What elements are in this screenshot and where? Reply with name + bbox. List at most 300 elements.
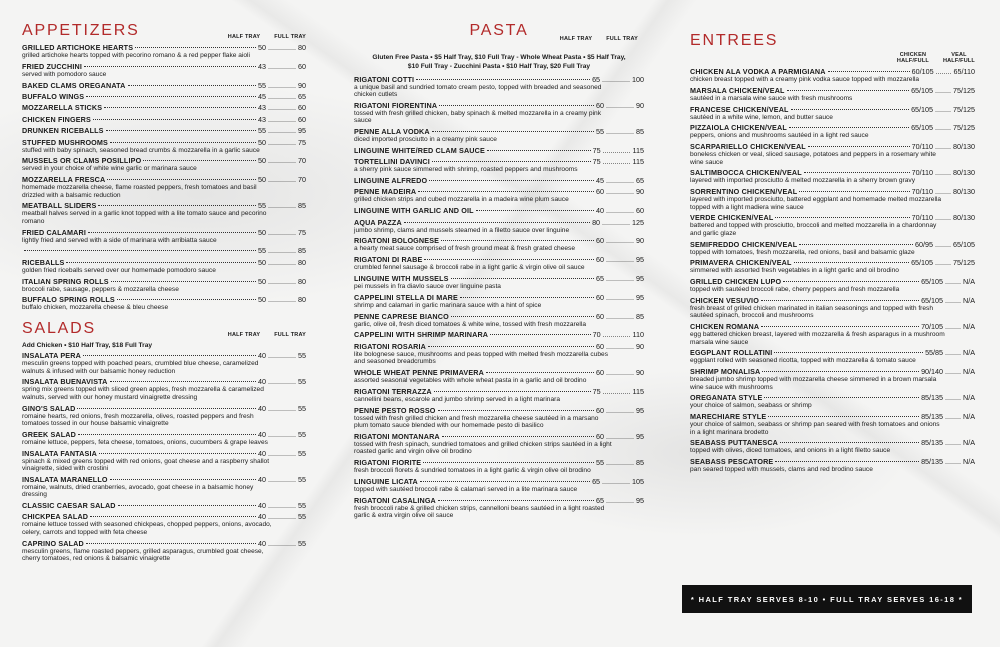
menu-item-price: 60 .............. 90 xyxy=(596,367,644,377)
menu-item xyxy=(22,247,306,255)
leader-dots xyxy=(83,355,256,356)
leader-dots xyxy=(804,172,910,173)
leader-dots xyxy=(775,461,919,462)
menu-item-price: 50 .............. 75 xyxy=(258,227,306,237)
menu-item-row xyxy=(22,296,306,304)
menu-item xyxy=(354,237,644,252)
menu-item-name: MEATBALL SLIDERS xyxy=(22,201,97,211)
menu-item-name: MOZZARELLA FRESCA xyxy=(22,175,106,185)
serving-size-footer: * HALF TRAY SERVES 8-10 • FULL TRAY SERVES 16-18 * xyxy=(682,585,972,613)
menu-item-price: 43 .............. 60 xyxy=(258,114,306,124)
menu-item-name: GRILLED ARTICHOKE HEARTS xyxy=(22,43,134,52)
menu-item-row xyxy=(354,207,644,215)
menu-item-name: SEABASS PESCATORE xyxy=(690,457,774,467)
menu-item-price: 55 .............. 85 xyxy=(596,457,644,467)
menu-item-description: egg battered chicken breast, layered with mozzarella & fresh asparagus in a mushroom marsala wine sauce xyxy=(690,331,945,346)
leader-dots xyxy=(808,146,910,147)
leader-dots xyxy=(135,47,256,48)
menu-item-name: MARSALA CHICKEN/VEAL xyxy=(690,85,785,95)
leader-dots xyxy=(86,96,256,97)
menu-item-row xyxy=(690,143,975,151)
pasta-note-line-2: $10 Full Tray - Zucchini Pasta • $10 Half Tray, $20 Full Tray xyxy=(407,62,591,70)
leader-dots xyxy=(761,300,919,301)
menu-item-description: tossed with fresh grilled chicken, baby spinach & melted mozzarella in a creamy pink sauce xyxy=(354,109,602,125)
pasta-list xyxy=(354,76,644,520)
veal-header xyxy=(943,52,975,64)
leader-dots xyxy=(118,505,256,506)
menu-item-row xyxy=(354,294,644,302)
menu-item-name: BUFFALO SPRING ROLLS xyxy=(22,295,115,305)
menu-item-price: 55/85 ........ N/A xyxy=(925,348,975,358)
menu-item-name: FRIED ZUCCHINI xyxy=(22,61,82,71)
menu-item xyxy=(690,188,975,211)
salads-add-chicken-note: Add Chicken • $10 Half Tray, $18 Full Tray xyxy=(22,341,153,349)
menu-item-row xyxy=(22,502,306,510)
menu-item-row xyxy=(354,433,644,441)
menu-item xyxy=(354,433,644,456)
menu-item-row xyxy=(690,87,975,95)
leader-dots xyxy=(451,316,594,317)
menu-item-row xyxy=(22,176,306,184)
leader-dots xyxy=(487,150,591,151)
salads-title: SALADS xyxy=(22,319,96,337)
menu-item xyxy=(22,502,306,510)
menu-item-name: CAPPELINI STELLA DI MARE xyxy=(354,292,458,302)
menu-item-price: 60/95 ........ 65/105 xyxy=(915,239,975,249)
menu-item xyxy=(690,87,975,102)
menu-item xyxy=(354,219,644,234)
menu-item xyxy=(690,143,975,166)
menu-item-row xyxy=(22,63,306,71)
leader-dots xyxy=(404,222,590,223)
menu-item-name: LINGUINE WITH MUSSELS xyxy=(354,273,449,283)
full-tray-header: FULL TRAY xyxy=(274,331,306,338)
menu-item-name: GREEK SALAD xyxy=(22,429,76,439)
menu-item-row xyxy=(22,229,306,237)
leader-dots xyxy=(828,71,910,72)
menu-item-description: served with pomodoro sauce xyxy=(22,70,107,78)
menu-item-name: INSALATA PERA xyxy=(22,351,81,361)
menu-item xyxy=(22,229,306,244)
menu-item xyxy=(22,202,306,225)
menu-item-row xyxy=(690,241,975,249)
menu-item-row xyxy=(354,497,644,505)
leader-dots xyxy=(794,262,910,263)
right-column xyxy=(690,0,975,647)
menu-item xyxy=(22,139,306,154)
leader-dots xyxy=(418,191,594,192)
menu-item-price: 55 .............. 90 xyxy=(258,80,306,90)
menu-item-name: EGGPLANT ROLLATINI xyxy=(690,348,773,358)
menu-item-row xyxy=(354,76,644,84)
menu-item-price: 40 .............. 55 xyxy=(258,474,306,484)
menu-item-description: romaine hearts, red onions, fresh mozzarella, olives, roasted peppers and fresh tomatoes tossed in our house balsamic vinaigrette xyxy=(22,412,254,427)
menu-item-price: 43 .............. 60 xyxy=(258,61,306,71)
leader-dots xyxy=(460,297,594,298)
menu-item-price: 50 .............. 80 xyxy=(258,43,306,52)
menu-item-description: mesculin greens, flame roasted peppers, grilled asparagus, crumbled goat cheese, cherry tomatoes, red onions & balsamic vinaigrette xyxy=(22,547,264,562)
menu-item-description: your choice of salmon, seabass or shrimp xyxy=(690,402,812,410)
menu-item xyxy=(354,331,644,339)
menu-item-row xyxy=(22,278,306,286)
leader-dots xyxy=(98,205,256,206)
menu-item-price: 55 .............. 85 xyxy=(258,201,306,211)
menu-item-name: CLASSIC CAESAR SALAD xyxy=(22,500,116,510)
menu-item-name: PRIMAVERA CHICKEN/VEAL xyxy=(690,258,792,268)
menu-item-price: 60 .............. 90 xyxy=(596,100,644,110)
menu-item-name: ITALIAN SPRING ROLLS xyxy=(22,276,109,286)
menu-item-name: OREGANATA STYLE xyxy=(690,393,763,403)
menu-item-row xyxy=(690,278,975,286)
salads-col-headers xyxy=(228,332,306,338)
menu-item-row xyxy=(22,405,306,413)
leader-dots xyxy=(128,85,257,86)
menu-item-description: pan seared topped with mussels, clams and red brodino sauce xyxy=(690,466,873,474)
leader-dots xyxy=(799,191,909,192)
menu-item-row xyxy=(22,116,306,124)
full-tray-header: FULL TRAY xyxy=(274,34,306,40)
leader-dots xyxy=(764,397,919,398)
menu-item-price: 50 .............. 80 xyxy=(258,257,306,267)
menu-item-row xyxy=(22,476,306,484)
menu-item-row xyxy=(22,431,306,439)
menu-item-description: topped with sautéed broccoli rabe, cherry peppers and fresh mozzarella xyxy=(690,286,900,294)
menu-item-row xyxy=(690,323,975,331)
menu-item xyxy=(354,294,644,309)
menu-item-description: topped with olives, diced tomatoes, and onions in a light filetto sauce xyxy=(690,447,891,455)
leader-dots xyxy=(442,436,594,437)
entrees-title: ENTREES xyxy=(690,32,779,49)
menu-item-description: fresh broccoli rabe & grilled chicken strips, cannelloni beans sautéed in a light roasted garlic & extra virgin olive oil sauce xyxy=(354,504,605,519)
leader-dots xyxy=(93,119,256,120)
menu-item-row xyxy=(354,331,644,339)
menu-item-row xyxy=(22,378,306,386)
menu-item-row xyxy=(22,513,306,521)
left-column xyxy=(22,0,306,647)
leader-dots xyxy=(768,416,919,417)
menu-item-name: GINO'S SALAD xyxy=(22,403,76,413)
menu-item-name: RIGATONI CASALINGA xyxy=(354,495,436,505)
menu-item-row xyxy=(690,349,975,357)
menu-item-price: 85/135 ........ N/A xyxy=(921,438,975,448)
menu-item-row xyxy=(22,139,306,147)
menu-item xyxy=(354,478,644,493)
menu-item xyxy=(354,188,644,203)
menu-item xyxy=(690,68,975,83)
menu-item-price: 90/140 ........ N/A xyxy=(921,367,975,377)
menu-item-row xyxy=(354,237,644,245)
menu-item-name: INSALATA BUENAVISTA xyxy=(22,377,108,387)
menu-item-description: sautéed in a white wine, lemon, and butter sauce xyxy=(690,113,833,121)
menu-item-description: homemade mozzarella cheese, flame roasted peppers, fresh tomatoes and basil drizzled with a balsamic reduction xyxy=(22,184,257,199)
menu-item-description: golden fried riceballs served over our homemade pomodoro sauce xyxy=(22,266,216,274)
salads-list xyxy=(22,352,306,562)
menu-item-row xyxy=(354,369,644,377)
menu-item-name: PIZZAIOLA CHICKEN/VEAL xyxy=(690,123,787,133)
menu-item xyxy=(690,439,975,454)
leader-dots xyxy=(107,179,256,180)
menu-item-price: 40 .............. 60 xyxy=(596,206,644,216)
menu-item-description: assorted seasonal vegetables with whole wheat pasta in a garlic and oil brodino xyxy=(354,376,587,384)
menu-item-name: BUFFALO WINGS xyxy=(22,91,85,101)
menu-item-price: 50 .............. 75 xyxy=(258,137,306,147)
menu-item xyxy=(354,147,644,155)
menu-item-price: 80 .............. 125 xyxy=(592,217,644,227)
menu-item-name: SEMIFREDDO CHICKEN/VEAL xyxy=(690,239,798,249)
menu-item-price: 40 .............. 55 xyxy=(258,403,306,413)
menu-item-description: spinach & mixed greens topped with red onions, goat cheese and a raspberry shallot vinaigrette, sided with crostini xyxy=(22,457,270,472)
menu-item-description: garlic, olive oil, fresh diced tomatoes & white wine, tossed with fresh mozzarella xyxy=(354,320,586,328)
menu-item-description: fresh broccoli florets & sundried tomatoes in a light garlic & virgin olive oil brodino xyxy=(354,466,591,474)
leader-dots xyxy=(117,299,256,300)
leader-dots xyxy=(451,278,594,279)
leader-dots xyxy=(476,210,594,211)
menu-item-price: 40 .............. 55 xyxy=(258,512,306,522)
menu-item xyxy=(354,158,644,173)
menu-item-name: MUSSELS OR CLAMS POSILLIPO xyxy=(22,156,142,166)
menu-item-name: DRUNKEN RICEBALLS xyxy=(22,126,104,136)
menu-item-price: 60/105 ........ 65/110 xyxy=(911,67,975,76)
leader-dots xyxy=(432,131,594,132)
pasta-options-note xyxy=(354,54,644,72)
menu-item-name: MARECHIARE STYLE xyxy=(690,412,767,422)
menu-item-price: 60 .............. 85 xyxy=(596,311,644,321)
menu-item-name: SORRENTINO CHICKEN/VEAL xyxy=(690,187,798,197)
menu-item-name: MOZZARELLA STICKS xyxy=(22,103,103,113)
leader-dots xyxy=(106,130,256,131)
menu-item-name: CAPRINO SALAD xyxy=(22,538,84,548)
menu-item-name: PENNE CAPRESE BIANCO xyxy=(354,311,449,321)
chicken-header xyxy=(897,52,929,64)
menu-item xyxy=(690,413,975,436)
menu-item-row xyxy=(354,158,644,166)
menu-item-name: CHICKEN VESUVIO xyxy=(690,295,759,305)
menu-item-row xyxy=(354,313,644,321)
menu-item-row xyxy=(690,394,975,402)
menu-item-price: 75 .............. 115 xyxy=(592,145,644,155)
menu-item-name: INSALATA MARANELLO xyxy=(22,474,108,484)
menu-item-name: WHOLE WHEAT PENNE PRIMAVERA xyxy=(354,367,484,377)
menu-item-price: 70/110 ........ 80/130 xyxy=(911,142,975,152)
menu-item-price: 65/105 ........ 75/125 xyxy=(911,123,975,133)
menu-item-name: LINGUINE LICATA xyxy=(354,476,418,486)
entrees-list xyxy=(690,68,975,474)
menu-item-name: FRANCESE CHICKEN/VEAL xyxy=(690,104,789,114)
leader-dots xyxy=(143,160,256,161)
menu-item-row xyxy=(354,128,644,136)
menu-item xyxy=(354,343,644,366)
menu-item xyxy=(690,259,975,274)
menu-item-name: RIGATONI TERRAZZA xyxy=(354,386,432,396)
menu-item-price: 60 .............. 90 xyxy=(596,341,644,351)
menu-item-price: 65/105 ........ N/A xyxy=(921,277,975,287)
menu-item-row xyxy=(354,459,644,467)
menu-item-description: broccoli rabe, sausage, peppers & mozzarella cheese xyxy=(22,285,179,293)
menu-item-name: RIGATONI ROSARIA xyxy=(354,341,427,351)
menu-item xyxy=(690,323,975,346)
menu-item-price: 60 .............. 90 xyxy=(596,236,644,246)
menu-item-name: RICEBALLS xyxy=(22,257,65,267)
menu-item-row xyxy=(354,177,644,185)
menu-item-price: 40 .............. 55 xyxy=(258,351,306,361)
menu-item-row xyxy=(354,388,644,396)
menu-item-name: RIGATONI COTTI xyxy=(354,74,415,84)
menu-item-price: 65 .............. 105 xyxy=(592,476,644,486)
leader-dots xyxy=(90,516,256,517)
salads-header xyxy=(22,320,306,338)
menu-item-name: STUFFED MUSHROOMS xyxy=(22,137,109,147)
chicken-header-sub: HALF/FULL xyxy=(896,58,929,64)
chicken-header-label: CHICKEN xyxy=(899,52,927,58)
menu-item-name: TORTELLINI DAVINCI xyxy=(354,157,430,167)
leader-dots xyxy=(420,481,590,482)
menu-item-price: 50 .............. 70 xyxy=(258,156,306,166)
menu-item-price: 65 .............. 95 xyxy=(596,273,644,283)
menu-item-name: VERDE CHICKEN/VEAL xyxy=(690,213,774,223)
menu-item-row xyxy=(354,478,644,486)
menu-item-description: a sherry pink sauce simmered with shrimp, roasted peppers and mushrooms xyxy=(354,166,578,174)
menu-item-name: PENNE ALLA VODKA xyxy=(354,127,430,136)
leader-dots xyxy=(429,180,594,181)
menu-item-name: GRILLED CHICKEN LUPO xyxy=(690,277,782,287)
menu-item xyxy=(22,431,306,446)
menu-item xyxy=(690,169,975,184)
leader-dots xyxy=(762,371,919,372)
appetizers-list xyxy=(22,44,306,312)
menu-item-price: 60 .............. 95 xyxy=(596,255,644,265)
entrees-header xyxy=(690,32,975,64)
leader-dots xyxy=(438,500,594,501)
menu-item-price: 85/135 ........ N/A xyxy=(921,412,975,422)
menu-item-price: 70/110 ........ 80/130 xyxy=(911,213,975,223)
menu-item-description: your choice of salmon, seabass or shrimp pan seared with fresh tomatoes and onions in a light marinara brodetto xyxy=(690,421,940,436)
menu-item-description: jumbo shrimp, clams and mussels steamed in a filetto sauce over linguine xyxy=(354,226,570,234)
menu-item xyxy=(690,297,975,320)
leader-dots xyxy=(24,250,256,251)
menu-item xyxy=(690,124,975,139)
leader-dots xyxy=(791,109,909,110)
menu-item xyxy=(354,102,644,125)
menu-item-price: 75 .............. 115 xyxy=(592,386,644,396)
menu-item-price: 65/105 ........ 75/125 xyxy=(911,85,975,95)
leader-dots xyxy=(783,281,919,282)
half-tray-header: HALF TRAY xyxy=(559,36,593,42)
menu-item xyxy=(354,459,644,474)
menu-item-description: spring mix greens topped with sliced green apples, fresh mozzarella & caramelized walnuts, served with our honey mustard vinaigrette dressing xyxy=(22,386,264,401)
menu-item xyxy=(354,128,644,143)
menu-item-row xyxy=(354,147,644,155)
middle-column xyxy=(354,0,644,647)
menu-item-name: RIGATONI DI RABE xyxy=(354,255,423,265)
menu-item-row xyxy=(690,188,975,196)
leader-dots xyxy=(441,240,594,241)
menu-item-description: lite bolognese sauce, mushrooms and peas topped with melted fresh mozzarella cubes and seasoned breadcrumbs xyxy=(354,350,609,366)
menu-item xyxy=(690,349,975,364)
menu-item-price: 65/105 ........ N/A xyxy=(921,295,975,305)
menu-item-price: 45 .............. 65 xyxy=(258,91,306,101)
leader-dots xyxy=(490,334,590,335)
menu-item-row xyxy=(690,259,975,267)
menu-item xyxy=(22,157,306,172)
menu-item xyxy=(690,278,975,293)
menu-item-description: a unique basil and sundried tomato cream pesto, topped with breaded and seasoned chicken cutlets xyxy=(354,83,602,98)
menu-item-price: 50 .............. 80 xyxy=(258,276,306,286)
menu-item-price: 50 .............. 80 xyxy=(258,295,306,305)
leader-dots xyxy=(486,372,594,373)
menu-item-name: RIGATONI FIORITE xyxy=(354,457,422,467)
appetizers-col-headers xyxy=(228,34,306,40)
menu-item xyxy=(22,296,306,311)
menu-item xyxy=(22,63,306,78)
leader-dots xyxy=(110,142,256,143)
leader-dots xyxy=(88,232,256,233)
menu-item xyxy=(354,76,644,99)
menu-item-price: 40 .............. 55 xyxy=(258,377,306,387)
menu-item-description: mesculin greens topped with poached pears, crumbled blue cheese, caramelized walnuts & infused with our balsamic honey reduction xyxy=(22,360,259,375)
menu-item-row xyxy=(22,450,306,458)
menu-item-price: 70 .............. 110 xyxy=(592,330,644,340)
menu-item xyxy=(690,368,975,391)
menu-item-row xyxy=(354,102,644,110)
leader-dots xyxy=(434,391,591,392)
leader-dots xyxy=(774,352,923,353)
menu-item-row xyxy=(22,157,306,165)
menu-item xyxy=(22,278,306,293)
menu-item-description: tossed with fresh grilled chicken and fresh mozzarella cheese sautéed in a marsano plum tomato sauce blended with our homemade pesto di basilico xyxy=(354,414,599,429)
menu-item xyxy=(690,214,975,237)
menu-item-description: a hearty meat sauce comprised of fresh ground meat & fresh grated cheese xyxy=(354,245,576,253)
menu-item-price: 55 .............. 95 xyxy=(258,126,306,136)
leader-dots xyxy=(416,79,590,80)
menu-item-price: 60 .............. 95 xyxy=(596,292,644,302)
menu-item-price: 55 .............. 85 xyxy=(258,246,306,256)
menu-item-name: SHRIMP MONALISA xyxy=(690,367,761,377)
menu-item xyxy=(22,378,306,401)
menu-item-name: LINGUINE WITH GARLIC AND OIL xyxy=(354,206,474,216)
menu-item xyxy=(690,394,975,409)
menu-item-price: 75 .............. 115 xyxy=(592,157,644,167)
pasta-col-headers xyxy=(560,36,638,42)
menu-item-description: fresh breast of grilled chicken marinated in italian seasonings and topped with fresh sautéed spinach, broccoli and mushrooms xyxy=(690,304,934,320)
menu-item-price: 40 .............. 55 xyxy=(258,538,306,548)
leader-dots xyxy=(761,326,919,327)
menu-item-description: simmered with assorted fresh vegetables in a light garlic and oil brodino xyxy=(690,267,899,275)
menu-item-row xyxy=(22,127,306,135)
half-tray-header: HALF TRAY xyxy=(227,331,261,338)
menu-item-description: diced imported prosciutto in a creamy pink sauce xyxy=(354,136,497,143)
menu-item-row xyxy=(22,540,306,548)
menu-item-description: lightly fried and served with a side of marinara with arribiatta sauce xyxy=(22,236,217,244)
menu-item-row xyxy=(690,169,975,177)
menu-item-name: SCARPARIELLO CHICKEN/VEAL xyxy=(690,142,806,152)
leader-dots xyxy=(787,90,909,91)
menu-item xyxy=(22,540,306,563)
menu-item-description: battered and topped with prosciutto, broccoli and melted mozzarella in a chardonnay and garlic glaze xyxy=(690,222,937,237)
menu-item-row xyxy=(354,407,644,415)
menu-item xyxy=(22,259,306,274)
menu-item-description: romaine, walnuts, dried cranberries, avocado, goat cheese in a balsamic honey dressing xyxy=(22,483,254,499)
veal-header-sub: HALF/FULL xyxy=(942,58,975,64)
menu-item-price: 65 .............. 95 xyxy=(596,495,644,505)
menu-item-description: meatball halves served in a garlic knot topped with a lite tomato sauce and pecorino romano xyxy=(22,210,267,225)
pasta-title: PASTA xyxy=(469,22,529,39)
leader-dots xyxy=(66,262,256,263)
menu-item xyxy=(354,388,644,403)
menu-item-price: 43 .............. 60 xyxy=(258,103,306,113)
appetizers-header xyxy=(22,22,306,40)
menu-item-row xyxy=(690,68,975,76)
menu-item-price: 40 .............. 55 xyxy=(258,500,306,510)
